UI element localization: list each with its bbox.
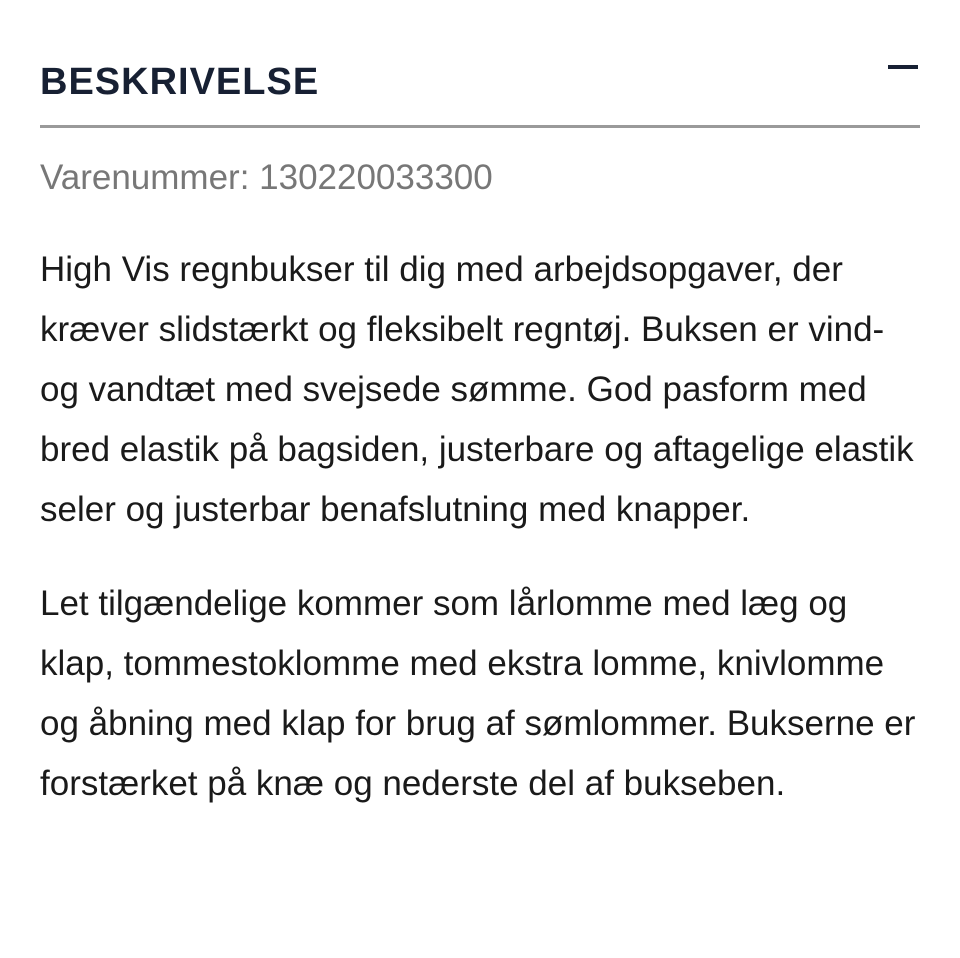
collapse-button[interactable] — [880, 52, 920, 82]
description-paragraph-1: High Vis regnbukser til dig med arbejdsopgaver, der kræver slidstærkt og fleksibelt regntøj. Buksen er vind- og vandtæt med svejsede sømme. God pasform med bred elastik på bagsiden, justerbare og aftagelige elastik seler og justerbar benafslutning med knapper. — [40, 250, 914, 529]
minus-icon — [888, 65, 918, 69]
description-paragraph-2: Let tilgændelige kommer som lårlomme med læg og klap, tommestoklomme med ekstra lomme, knivlomme og åbning med klap for brug af sømlommer. Bukserne er forstærket på knæ og nederste del af bukseben. — [40, 584, 916, 803]
description-section — [40, 0, 920, 814]
section-header[interactable] — [40, 0, 920, 128]
section-title: BESKRIVELSE — [40, 61, 320, 103]
sku-number: Varenummer: 130220033300 — [40, 158, 493, 197]
